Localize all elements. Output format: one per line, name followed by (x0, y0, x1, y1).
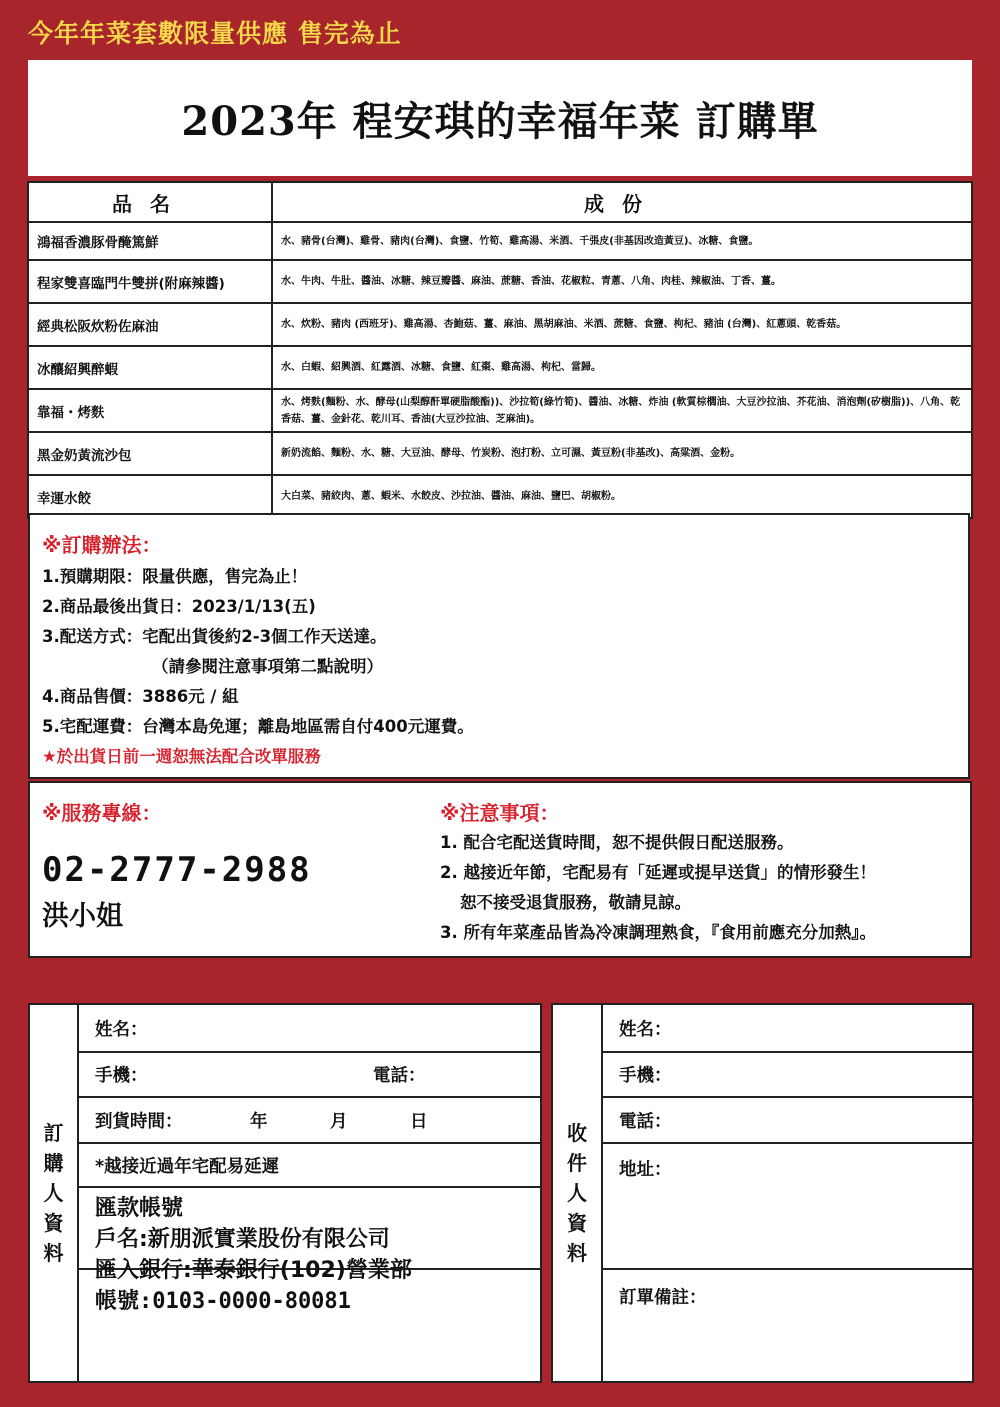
table-row (28, 346, 972, 389)
dish-composition: 水、白蝦、紹興酒、紅露酒、冰糖、食鹽、紅棗、雞高湯、枸杞、當歸。 (272, 346, 972, 389)
side-char: 訂 (43, 1121, 64, 1145)
delay-note-row (79, 1144, 540, 1188)
year-label: 年 (250, 1111, 268, 1132)
dish-name: 經典松阪炊粉佐麻油 (28, 303, 272, 346)
service-contact: 洪小姐 (42, 901, 123, 932)
receiver-name-field[interactable] (603, 1005, 972, 1053)
arrival-time-field[interactable] (79, 1098, 540, 1144)
bank-info (95, 1193, 412, 1317)
dish-composition: 新奶流餡、麵粉、水、糖、大豆油、酵母、竹炭粉、泡打粉、立可濕、黃豆粉(非基改)、高粱酒、金粉。 (272, 432, 972, 475)
receiver-address-label: 地址： (619, 1160, 672, 1180)
dish-composition: 水、豬骨(台灣)、雞骨、豬肉(台灣)、食鹽、竹筍、雞高湯、米酒、千張皮(非基因改造黃豆)、冰糖、食鹽。 (272, 222, 972, 260)
table-row (28, 475, 972, 518)
note-line: 恕不接受退貨服務，敬請見諒。 (460, 893, 691, 912)
orderer-name-field[interactable] (79, 1005, 540, 1053)
table-row (28, 260, 972, 303)
dish-name: 冰釀紹興醉蝦 (28, 346, 272, 389)
service-heading: ※服務專線： (42, 801, 162, 825)
table-row (28, 389, 972, 432)
arrival-time-label: 到貨時間： (95, 1111, 183, 1132)
delay-note: *越接近過年宅配易延遲 (95, 1156, 280, 1177)
dish-composition: 水、烤麩(麵粉、水、酵母(山梨醇酐單硬脂酸酯))、沙拉筍(綠竹筍)、醬油、冰糖、炸油 (軟質棕櫚油、大豆沙拉油、芥花油、消泡劑(矽樹脂))、八角、乾香菇、薑、金針花、乾川耳、香油(大豆沙拉油、芝麻油)。 (272, 389, 972, 432)
service-hotline (42, 797, 312, 933)
service-section (28, 781, 972, 958)
ordering-method-heading: ※訂購辦法： (42, 533, 162, 557)
side-char: 購 (43, 1151, 64, 1175)
dish-name: 鴻福香濃豚骨醃篤鮮 (28, 222, 272, 260)
note-line: 1. 配合宅配送貨時間，恕不提供假日配送服務。 (440, 833, 794, 852)
side-char: 資 (43, 1211, 64, 1235)
orderer-mobile-field[interactable] (95, 1062, 373, 1087)
bank-title: 匯款帳號 (95, 1196, 184, 1221)
dish-name: 幸運水餃 (28, 475, 272, 518)
receiver-side-label (553, 1005, 603, 1381)
order-remark-field[interactable] (603, 1270, 972, 1381)
ordering-method-section (28, 513, 970, 779)
table-header-row (28, 182, 972, 222)
receiver-panel (551, 1003, 974, 1383)
method-line: 2.商品最後出貨日：2023/1/13(五) (42, 597, 316, 616)
orderer-phone-label: 電話： (373, 1066, 426, 1086)
table-row (28, 222, 972, 260)
month-label: 月 (330, 1111, 348, 1132)
page-title: 2023年 程安琪的幸福年菜 訂購單 (181, 97, 819, 145)
title-box (28, 60, 972, 176)
service-phone: 02-2777-2988 (42, 850, 312, 890)
dish-name: 黑金奶黃流沙包 (28, 432, 272, 475)
limited-supply-banner: 今年年菜套數限量供應 售完為止 (28, 19, 402, 48)
note-line: 2. 越接近年節，宅配易有「延遲或提早送貨」的情形發生！ (440, 863, 876, 882)
method-line: 5.宅配運費：台灣本島免運；離島地區需自付400元運費。 (42, 717, 474, 736)
dish-composition: 水、炊粉、豬肉 (西班牙)、雞高湯、杏鮑菇、薑、麻油、黑胡麻油、米酒、蔗糖、食鹽、枸杞、豬油 (台灣)、紅蔥頭、乾香菇。 (272, 303, 972, 346)
side-char: 料 (567, 1241, 587, 1265)
method-line: 4.商品售價：3886元 / 組 (42, 687, 239, 706)
ingredients-table (27, 181, 973, 519)
bank-name: 匯入銀行:華泰銀行(102)營業部 (95, 1258, 412, 1283)
side-char: 件 (567, 1151, 587, 1175)
method-line: 1.預購期限：限量供應，售完為止！ (42, 567, 308, 586)
orderer-side-label (30, 1005, 79, 1381)
receiver-name-label: 姓名： (619, 1019, 672, 1040)
account-holder: 戶名:新朋派實業股份有限公司 (95, 1227, 390, 1252)
orderer-contact-row (79, 1053, 540, 1098)
receiver-phone-field[interactable] (603, 1098, 972, 1144)
method-line: （請參閱注意事項第二點說明） (152, 657, 383, 676)
order-remark-label: 訂單備註： (619, 1288, 707, 1308)
account-number: 帳號:0103-0000-80081 (95, 1289, 351, 1314)
col-header-name: 品名 (28, 182, 272, 222)
col-header-composition: 成份 (272, 182, 972, 222)
dish-name: 靠福・烤麩 (28, 389, 272, 432)
notes-block (440, 797, 876, 948)
dish-name: 程家雙喜臨門牛雙拼(附麻辣醬) (28, 260, 272, 303)
no-change-notice: ★於出貨日前一週恕無法配合改單服務 (42, 747, 321, 766)
table-row (28, 303, 972, 346)
receiver-phone-label: 電話： (619, 1111, 672, 1132)
side-char: 人 (567, 1181, 587, 1205)
side-char: 料 (43, 1241, 64, 1265)
side-char: 收 (567, 1121, 587, 1145)
side-char: 資 (567, 1211, 587, 1235)
receiver-mobile-field[interactable] (603, 1053, 972, 1098)
note-line: 3. 所有年菜產品皆為冷凍調理熟食，『食用前應充分加熱』。 (440, 923, 876, 942)
dish-composition: 大白菜、豬絞肉、蔥、蝦米、水餃皮、沙拉油、醬油、麻油、鹽巴、胡椒粉。 (272, 475, 972, 518)
table-row (28, 432, 972, 475)
method-line: 3.配送方式：宅配出貨後約2-3個工作天送達。 (42, 627, 387, 646)
side-char: 人 (43, 1181, 64, 1205)
orderer-panel (28, 1003, 542, 1383)
orderer-name-label: 姓名： (95, 1019, 148, 1040)
notes-heading: ※注意事項： (440, 801, 560, 825)
orderer-phone-field[interactable] (373, 1062, 426, 1087)
receiver-mobile-label: 手機： (619, 1066, 672, 1086)
dish-composition: 水、牛肉、牛肚、醬油、冰糖、辣豆瓣醬、麻油、蔗糖、香油、花椒粒、青蔥、八角、肉桂、辣椒油、丁香、薑。 (272, 260, 972, 303)
day-label: 日 (410, 1111, 428, 1132)
receiver-address-field[interactable] (603, 1144, 972, 1270)
orderer-mobile-label: 手機： (95, 1066, 148, 1086)
